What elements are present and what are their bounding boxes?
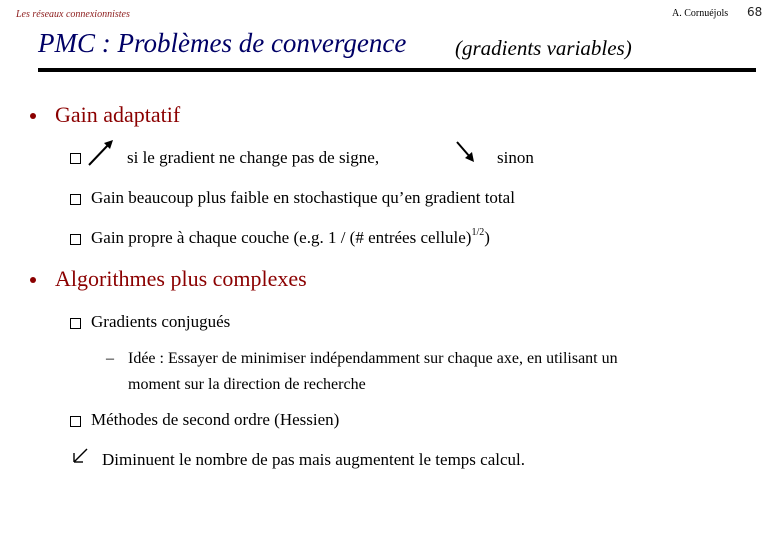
- dash-bullet: –: [106, 350, 114, 367]
- slide-subtitle: (gradients variables): [455, 36, 632, 60]
- page-number: 68: [747, 5, 763, 19]
- item-gain-per-layer: Gain propre à chaque couche (e.g. 1 / (# entrées cellule)$^{1/2}$): [91, 227, 490, 247]
- item-gain-same-sign: si le gradient ne change pas de signe,: [127, 148, 380, 167]
- item-second-order: Méthodes de second ordre (Hessien): [91, 410, 340, 429]
- header-course-title: Les réseaux connexionnistes: [16, 9, 130, 20]
- item-idea-line-1: Idée : Essayer de minimiser indépendamment sur chaque axe, en utilisant un: [128, 350, 618, 367]
- title-divider: [38, 68, 756, 72]
- bullet-dot-icon: [30, 277, 36, 283]
- slide-title: PMC : Problèmes de convergence: [38, 28, 407, 58]
- item-conjugate-gradients: Gradients conjugués: [91, 312, 231, 331]
- section-heading-gain: Gain adaptatif: [55, 102, 181, 127]
- item-gain-stochastic: Gain beaucoup plus faible en stochastique qu’en gradient total: [91, 188, 515, 207]
- square-bullet-icon: [70, 234, 81, 245]
- arrow-up-right-icon: [88, 140, 128, 170]
- section-heading-algorithms: Algorithmes plus complexes: [55, 266, 307, 291]
- header-author: A. Cornuéjols: [672, 8, 729, 19]
- bullet-dot-icon: [30, 113, 36, 119]
- item-gain-otherwise: sinon: [497, 148, 534, 167]
- item-idea-line-2: moment sur la direction de recherche: [128, 376, 366, 393]
- square-bullet-icon: [70, 416, 81, 427]
- item-conclusion: Diminuent le nombre de pas mais augmentent le temps calcul.: [102, 450, 525, 469]
- check-arrow-icon: [73, 447, 93, 467]
- arrow-down-right-icon: [456, 141, 486, 171]
- square-bullet-icon: [70, 153, 81, 164]
- square-bullet-icon: [70, 318, 81, 329]
- square-bullet-icon: [70, 194, 81, 205]
